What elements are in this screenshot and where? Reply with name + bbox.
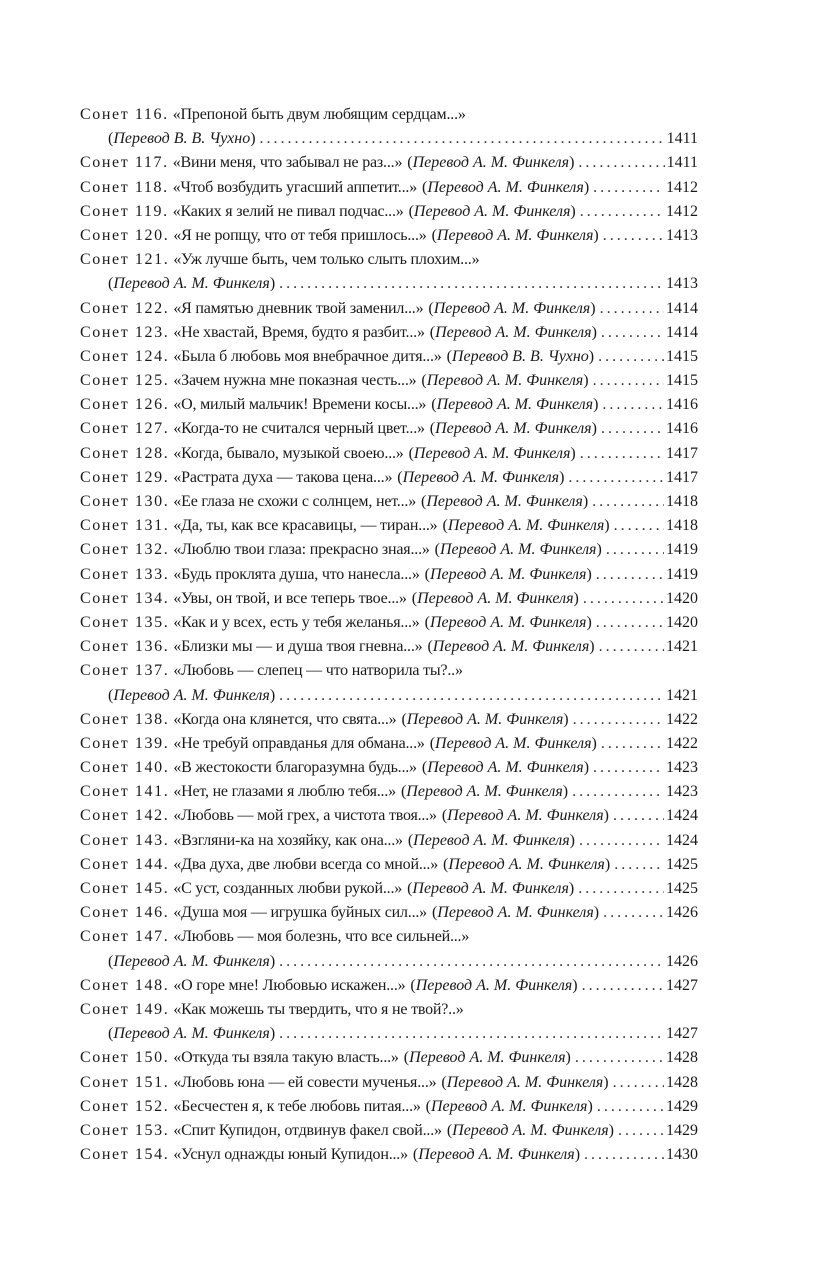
sonnet-title: «Да, ты, как все красавицы, — тиран...» [173,517,438,535]
toc-entry[interactable] [80,466,698,490]
sonnet-title: «Ее глаза не схожи с солнцем, нет...» [173,493,417,510]
translator: (Перевод А. М. Финкеля) [108,275,276,293]
page-number[interactable]: 1412 [666,202,698,220]
page-number[interactable]: 1424 [666,831,698,849]
dot-leader [613,1071,664,1095]
toc-entry-continuation[interactable] [80,1022,698,1046]
page-number[interactable]: 1425 [666,880,698,897]
toc-entry[interactable] [80,925,698,949]
dot-leader [584,1143,664,1167]
sonnet-title: «Уж лучше быть, чем только слыть плохим...» [173,251,480,269]
sonnet-title: «Как и у всех, есть у тебя желанья...» [173,613,420,631]
dot-leader [601,321,664,345]
sonnet-title: «Любовь — слепец — что натворила ты?..» [173,662,463,680]
sonnet-label: Сонет 151. [80,1073,170,1091]
translator: (Перевод А. М. Финкеля) [446,1121,614,1139]
page-number[interactable]: 1420 [666,613,698,631]
page-number[interactable]: 1425 [666,855,698,873]
translator: (Перевод А. М. Финкеля) [425,1097,593,1115]
sonnet-label: Сонет 120. [80,226,170,244]
page-number[interactable]: 1414 [666,323,698,341]
page-number[interactable]: 1426 [666,952,698,970]
translator: (Перевод А. М. Финкеля) [411,589,579,607]
translator: (Перевод А. М. Финкеля) [108,686,276,704]
sonnet-title: «О горе мне! Любовью искажен...» [173,976,406,994]
translator: (Перевод А. М. Финкеля) [422,178,590,196]
dot-leader [260,127,665,151]
toc-entry[interactable] [80,877,698,901]
toc-entry[interactable] [80,297,698,321]
toc-entry[interactable] [80,1119,698,1143]
dot-leader [603,224,664,248]
sonnet-label: Сонет 116. [80,106,169,123]
translator: (Перевод А. М. Финкеля) [431,226,599,244]
sonnet-title: «Любовь юна — ей совести мученья...» [173,1073,437,1091]
toc-entry[interactable] [80,417,698,441]
sonnet-label: Сонет 135. [80,613,170,631]
page-number[interactable]: 1415 [666,372,698,390]
translator: (Перевод А. М. Финкеля) [434,541,602,559]
dot-leader [578,877,664,901]
sonnet-label: Сонет 126. [80,396,170,414]
sonnet-label: Сонет 140. [80,759,170,777]
toc-entry[interactable] [80,587,698,611]
dot-leader [601,732,664,756]
toc-entry[interactable] [80,853,698,877]
sonnet-title: «Не хвастай, Время, будто я разбит...» [173,323,425,341]
sonnet-label: Сонет 136. [80,638,170,656]
translator: (Перевод А. М. Финкеля) [108,952,276,970]
sonnet-label: Сонет 125. [80,372,170,390]
sonnet-label: Сонет 141. [80,783,170,801]
sonnet-label: Сонет 128. [80,444,170,462]
sonnet-label: Сонет 119. [80,202,169,220]
page-number[interactable]: 1428 [666,1049,698,1067]
sonnet-title: «Откуда ты взяла такую власть...» [173,1049,399,1067]
translator: (Перевод А. М. Финкеля) [424,613,592,631]
toc-entry[interactable] [80,1071,698,1095]
sonnet-title: «Близки мы — и душа твоя гневна...» [173,638,423,656]
sonnet-title: «Я памятью дневник твой заменил...» [173,299,424,317]
table-of-contents [80,103,698,1167]
sonnet-title: «Будь проклята душа, что нанесла...» [173,565,420,583]
translator: (Перевод А. М. Финкеля) [441,807,609,825]
dot-leader [596,563,664,587]
sonnet-title: «Когда она клянется, что свята...» [173,710,397,728]
sonnet-label: Сонет 144. [80,855,170,873]
sonnet-title: «С уст, созданных любви рукой...» [173,880,403,897]
toc-entry[interactable] [80,901,698,925]
sonnet-title: «Чтоб возбудить угасший аппетит...» [172,178,418,196]
sonnet-title: «Любовь — моя болезнь, что все сильней...» [173,928,470,946]
sonnet-title: «Растрата духа — такова цена...» [173,468,393,486]
dot-leader [279,1022,664,1046]
sonnet-label: Сонет 118. [80,178,169,196]
sonnet-title: «В жестокости благоразумна будь...» [173,759,417,777]
toc-entry[interactable] [80,708,698,732]
dot-leader [582,974,664,998]
dot-leader [593,756,664,780]
dot-leader [593,176,664,200]
sonnet-title: «Препоной быть двум любящим сердцам...» [172,106,466,123]
sonnet-title: «Два духа, две любви всегда со мной...» [173,855,439,873]
dot-leader [580,442,664,466]
dot-leader [279,950,664,974]
toc-entry[interactable] [80,756,698,780]
page-number[interactable]: 1416 [666,420,698,438]
toc-entry[interactable] [80,345,698,369]
dot-leader [279,684,664,708]
sonnet-title: «Спит Купидон, отдвинув факел свой...» [173,1121,442,1139]
sonnet-label: Сонет 123. [80,323,170,341]
page-number[interactable]: 1429 [666,1097,698,1115]
sonnet-label: Сонет 145. [80,880,170,897]
page-number[interactable]: 1411 [666,154,698,172]
translator: (Перевод А. М. Финкеля) [431,904,600,922]
dot-leader [603,901,664,925]
dot-leader [596,611,664,635]
toc-entry[interactable] [80,514,698,538]
page-number[interactable]: 1423 [666,783,698,801]
sonnet-label: Сонет 146. [80,904,170,922]
sonnet-title: «Уснул однажды юный Купидон...» [173,1146,408,1164]
dot-leader [597,1095,664,1119]
toc-entry[interactable] [80,804,698,828]
sonnet-label: Сонет 139. [80,734,170,752]
sonnet-label: Сонет 131. [80,517,170,535]
sonnet-title: «Когда, бывало, музыкой своею...» [173,444,404,462]
sonnet-title: «Зачем нужна мне показная честь...» [173,372,417,390]
page-number[interactable]: 1424 [666,807,698,825]
toc-entry[interactable] [80,1046,698,1070]
page-number[interactable]: 1411 [666,130,698,148]
toc-entry-continuation[interactable] [80,684,698,708]
sonnet-label: Сонет 132. [80,541,170,559]
page-number[interactable]: 1417 [666,468,698,486]
sonnet-label: Сонет 130. [80,493,170,510]
sonnet-title: «Бесчестен я, к тебе любовь питая...» [173,1097,421,1115]
translator: (Перевод А. М. Финкеля) [108,1025,276,1043]
sonnet-title: «Нет, не глазами я люблю тебя...» [173,783,396,801]
translator: (Перевод А. М. Финкеля) [410,976,578,994]
translator: (Перевод А. М. Финкеля) [403,1049,571,1067]
translator: (Перевод А. М. Финкеля) [401,710,569,728]
sonnet-title: «Когда-то не считался черный цвет...» [173,420,425,438]
toc-entry[interactable] [80,563,698,587]
translator: (Перевод В. В. Чухно) [108,130,256,148]
toc-entry-continuation[interactable] [80,127,698,151]
page-number[interactable]: 1418 [666,517,698,535]
translator: (Перевод А. М. Финкеля) [421,493,589,510]
dot-leader [573,708,664,732]
toc-entry[interactable] [80,176,698,200]
sonnet-label: Сонет 129. [80,468,170,486]
sonnet-label: Сонет 149. [80,1000,170,1018]
dot-leader [600,297,664,321]
translator: (Перевод А. М. Финкеля) [408,202,576,220]
sonnet-label: Сонет 142. [80,807,170,825]
dot-leader [578,151,664,175]
sonnet-title: «Не требуй оправданья для обмана...» [173,734,425,752]
page-number[interactable]: 1422 [666,710,698,728]
sonnet-label: Сонет 147. [80,928,170,946]
dot-leader [601,417,664,441]
toc-entry[interactable] [80,974,698,998]
translator: (Перевод А. М. Финкеля) [397,468,565,486]
toc-entry[interactable] [80,1095,698,1119]
page-number[interactable]: 1417 [666,444,698,462]
sonnet-label: Сонет 154. [80,1146,170,1164]
toc-entry[interactable] [80,1143,698,1167]
page-number[interactable]: 1416 [666,396,698,414]
page-number[interactable]: 1419 [666,541,698,559]
dot-leader [575,1046,664,1070]
toc-entry[interactable] [80,103,698,127]
dot-leader [568,466,664,490]
sonnet-label: Сонет 133. [80,565,170,583]
page-number[interactable]: 1420 [666,589,698,607]
dot-leader [583,587,664,611]
page-number[interactable]: 1423 [666,759,698,777]
dot-leader [593,369,664,393]
toc-entry[interactable] [80,321,698,345]
toc-entry[interactable] [80,635,698,659]
sonnet-title: «Каких я зелий не пивал подчас...» [172,202,404,220]
sonnet-label: Сонет 127. [80,420,170,438]
translator: (Перевод А. М. Финкеля) [428,299,596,317]
sonnet-label: Сонет 117. [80,154,169,172]
sonnet-title: «Люблю твои глаза: прекрасно зная...» [173,541,430,559]
translator: (Перевод А. М. Финкеля) [412,1146,581,1164]
page-number[interactable]: 1421 [666,686,698,704]
translator: (Перевод А. М. Финкеля) [424,565,592,583]
translator: (Перевод А. М. Финкеля) [407,831,575,849]
toc-entry[interactable] [80,998,698,1022]
sonnet-label: Сонет 137. [80,662,170,680]
page-number[interactable]: 1413 [666,226,698,244]
sonnet-title: «Взгляни-ка на хозяйку, как она...» [173,831,403,849]
sonnet-label: Сонет 138. [80,710,170,728]
page-number[interactable]: 1429 [666,1121,698,1139]
toc-entry[interactable] [80,538,698,562]
page-number[interactable]: 1427 [666,1025,698,1043]
sonnet-title: «О, милый мальчик! Времени косы...» [173,396,427,414]
sonnet-title: «Увы, он твой, и все теперь твое...» [173,589,407,607]
translator: (Перевод А. М. Финкеля) [429,420,597,438]
translator: (Перевод А. М. Финкеля) [429,734,597,752]
page-number[interactable]: 1412 [666,178,698,196]
translator: (Перевод А. М. Финкеля) [400,783,569,801]
sonnet-label: Сонет 150. [80,1049,170,1067]
toc-entry-continuation[interactable] [80,950,698,974]
toc-entry-continuation[interactable] [80,272,698,296]
sonnet-title: «Как можешь ты твердить, что я не твой?..» [173,1000,464,1018]
dot-leader [613,804,664,828]
page-number[interactable]: 1419 [666,565,698,583]
toc-entry[interactable] [80,732,698,756]
toc-entry[interactable] [80,442,698,466]
sonnet-title: «Я не ропщу, что от тебя пришлось...» [173,226,427,244]
sonnet-label: Сонет 153. [80,1121,170,1139]
page-number[interactable]: 1413 [666,275,698,293]
sonnet-title: «Была б любовь моя внебрачное дитя...» [173,347,442,365]
page-number[interactable]: 1421 [666,638,698,656]
page-number[interactable]: 1415 [666,347,698,365]
dot-leader [579,829,664,853]
toc-entry[interactable] [80,200,698,224]
toc-entry[interactable] [80,151,698,175]
dot-leader [602,393,664,417]
translator: (Перевод А. М. Финкеля) [408,444,576,462]
sonnet-label: Сонет 122. [80,299,170,317]
translator: (Перевод А. М. Финкеля) [407,154,575,172]
toc-entry[interactable] [80,248,698,272]
translator: (Перевод А. М. Финкеля) [427,638,595,656]
sonnet-title: «Душа моя — игрушка буйных сил...» [173,904,427,922]
sonnet-label: Сонет 143. [80,831,170,849]
translator: (Перевод А. М. Финкеля) [421,372,589,390]
dot-leader [580,200,664,224]
toc-entry[interactable] [80,393,698,417]
toc-entry[interactable] [80,780,698,804]
toc-entry[interactable] [80,659,698,683]
sonnet-label: Сонет 124. [80,347,170,365]
sonnet-label: Сонет 148. [80,976,170,994]
translator: (Перевод В. В. Чухно) [446,347,595,365]
dot-leader [599,635,664,659]
toc-entry[interactable] [80,611,698,635]
page-number[interactable]: 1422 [666,734,698,752]
translator: (Перевод А. М. Финкеля) [421,759,590,777]
translator: (Перевод А. М. Финкеля) [443,855,611,873]
page-number[interactable]: 1428 [666,1073,698,1091]
translator: (Перевод А. М. Финкеля) [441,1073,609,1091]
dot-leader [279,272,664,296]
page-number[interactable]: 1414 [666,299,698,317]
toc-entry[interactable] [80,490,698,514]
sonnet-label: Сонет 152. [80,1097,170,1115]
toc-entry[interactable] [80,224,698,248]
page-number[interactable]: 1418 [666,493,698,510]
dot-leader [598,345,664,369]
dot-leader [614,853,664,877]
page-number[interactable]: 1430 [666,1146,698,1164]
toc-entry[interactable] [80,369,698,393]
translator: (Перевод А. М. Финкеля) [431,396,599,414]
dot-leader [592,490,664,514]
page-number[interactable]: 1427 [666,976,698,994]
page-number[interactable]: 1426 [666,904,698,922]
dot-leader [606,538,664,562]
sonnet-title: «Любовь — мой грех, а чистота твоя...» [173,807,437,825]
dot-leader [572,780,664,804]
sonnet-label: Сонет 121. [80,251,170,269]
translator: (Перевод А. М. Финкеля) [407,880,575,897]
translator: (Перевод А. М. Финкеля) [429,323,597,341]
sonnet-label: Сонет 134. [80,589,170,607]
sonnet-title: «Вини меня, что забывал не раз...» [172,154,403,172]
dot-leader [618,1119,664,1143]
toc-entry[interactable] [80,829,698,853]
translator: (Перевод А. М. Финкеля) [442,517,610,535]
dot-leader [614,514,664,538]
